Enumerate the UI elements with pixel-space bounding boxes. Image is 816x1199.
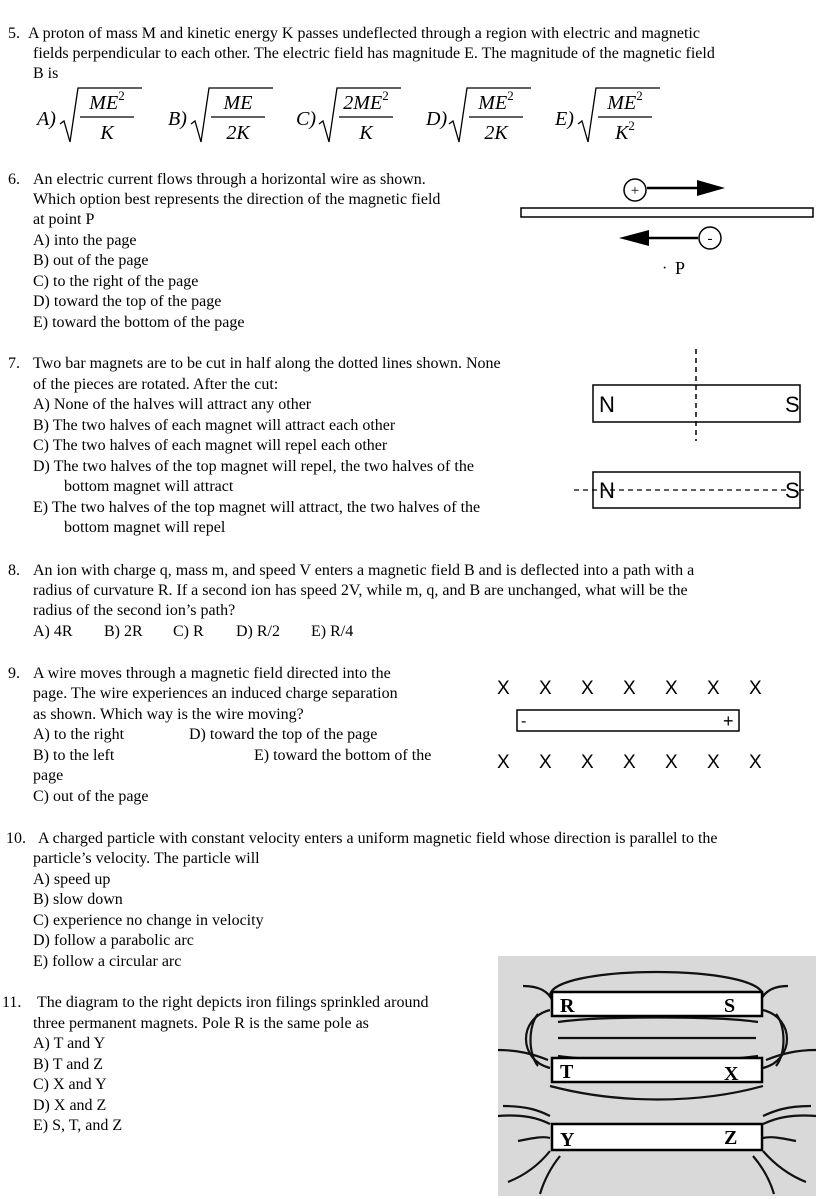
answer-option[interactable]: A) into the page: [33, 232, 137, 249]
answer-option[interactable]: D) X and Z: [33, 1097, 107, 1114]
wire-in-field-diagram: [490, 668, 770, 778]
denominator: K: [359, 122, 373, 144]
question-stem-line: An electric current flows through a horizontal wire as shown.: [33, 171, 426, 188]
question-stem-line: An ion with charge q, mass m, and speed V enters a magnetic field B and is deflected into a path with a: [33, 562, 695, 579]
answer-option[interactable]: A) to the right: [33, 726, 125, 743]
question-stem-line: A wire moves through a magnetic field directed into the: [33, 665, 391, 682]
pole-label-x: X: [724, 1063, 739, 1085]
option-letter: B): [168, 108, 187, 130]
question-stem-line: Which option best represents the direction of the magnetic field: [33, 191, 441, 208]
answer-option[interactable]: B) out of the page: [33, 252, 149, 269]
pole-label-y: Y: [560, 1129, 575, 1151]
answer-option[interactable]: C) The two halves of each magnet will repel each other: [33, 437, 388, 454]
horizontal-wire: [521, 208, 813, 217]
iron-filings-diagram: [498, 956, 816, 1196]
field-x-mark: X: [539, 752, 552, 773]
positive-end-label: +: [723, 711, 734, 731]
numerator: $ME^2$: [607, 88, 643, 114]
numerator: $ME^2$: [89, 88, 125, 114]
south-pole-label: S: [785, 392, 800, 417]
field-x-mark: X: [539, 678, 552, 699]
positive-charge-label: +: [630, 183, 640, 199]
question-stem-line: radius of curvature R. If a second ion has speed 2V, while m, q, and B are unchanged, what will be the: [33, 582, 688, 599]
negative-end-label: -: [521, 713, 527, 730]
question-number: 5.: [8, 25, 20, 42]
answer-option[interactable]: C) X and Y: [33, 1076, 107, 1093]
question-stem-line: fields perpendicular to each other. The electric field has magnitude E. The magnitude of the magnetic field: [33, 45, 715, 62]
pole-label-r: R: [560, 995, 575, 1017]
point-dot: ·: [662, 260, 668, 277]
field-x-mark: X: [581, 752, 594, 773]
north-pole-label: N: [599, 392, 615, 417]
question-stem-line: particle’s velocity. The particle will: [33, 850, 260, 867]
negative-charge-label: -: [707, 231, 713, 247]
option-letter: C): [296, 108, 316, 130]
answer-option[interactable]: E) R/4: [311, 623, 354, 640]
field-x-mark: X: [707, 678, 720, 699]
answer-option[interactable]: A) T and Y: [33, 1035, 106, 1052]
question-number: 6.: [8, 171, 20, 188]
south-pole-label: S: [785, 478, 800, 503]
answer-option[interactable]: D) follow a parabolic arc: [33, 932, 194, 949]
numerator: ME: [223, 92, 253, 114]
answer-option[interactable]: C) R: [173, 623, 204, 640]
question-stem-line: A proton of mass M and kinetic energy K passes undeflected through a region with electric and magnetic: [28, 25, 700, 42]
numerator: $ME^2$: [478, 88, 514, 114]
answer-option[interactable]: A) 4R: [33, 623, 73, 640]
formula-option[interactable]: [34, 84, 144, 150]
answer-option[interactable]: E) S, T, and Z: [33, 1117, 123, 1134]
question-stem-line: The diagram to the right depicts iron filings sprinkled around: [37, 994, 429, 1011]
answer-option[interactable]: D) toward the top of the page: [33, 293, 222, 310]
formula-option[interactable]: [165, 84, 275, 150]
question-stem-line: three permanent magnets. Pole R is the same pole as: [33, 1015, 369, 1032]
answer-option[interactable]: E) toward the bottom of the page: [33, 314, 245, 331]
answer-option[interactable]: B) T and Z: [33, 1056, 104, 1073]
answer-option[interactable]: B) slow down: [33, 891, 123, 908]
pole-label-s: S: [724, 995, 736, 1017]
answer-option[interactable]: E) follow a circular arc: [33, 953, 182, 970]
answer-option-continuation: page: [33, 767, 64, 784]
formula-option[interactable]: [293, 84, 403, 150]
field-x-mark: X: [581, 678, 594, 699]
question-stem-line: B is: [33, 65, 59, 82]
answer-option[interactable]: C) out of the page: [33, 788, 149, 805]
answer-option[interactable]: C) experience no change in velocity: [33, 912, 264, 929]
option-letter: D): [426, 108, 448, 130]
field-x-mark: X: [497, 678, 510, 699]
field-x-mark: X: [623, 678, 636, 699]
question-number: 9.: [8, 665, 20, 682]
denominator: $K^2$: [615, 118, 635, 144]
field-into-page-row: [497, 752, 762, 773]
point-p-label: P: [675, 258, 686, 278]
pole-label-t: T: [560, 1061, 574, 1083]
formula-option[interactable]: [423, 84, 533, 150]
denominator: K: [100, 122, 114, 144]
field-into-page-row: [497, 678, 762, 699]
question-number: 8.: [8, 562, 20, 579]
moving-wire: [517, 710, 739, 731]
answer-option[interactable]: D) toward the top of the page: [189, 726, 378, 743]
question-stem-line: Two bar magnets are to be cut in half along the dotted lines shown. None: [33, 355, 501, 372]
question-stem-line: at point P: [33, 211, 95, 228]
pole-label-z: Z: [724, 1127, 738, 1149]
field-x-mark: X: [707, 752, 720, 773]
answer-option[interactable]: A) speed up: [33, 871, 111, 888]
field-x-mark: X: [749, 678, 762, 699]
answer-option[interactable]: D) R/2: [236, 623, 280, 640]
wire-current-diagram: [515, 172, 816, 284]
denominator: 2K: [226, 122, 250, 144]
question-stem-line: as shown. Which way is the wire moving?: [33, 706, 304, 723]
bottom-magnet: [593, 472, 800, 508]
field-x-mark: X: [665, 752, 678, 773]
field-x-mark: X: [497, 752, 510, 773]
option-letter: A): [37, 108, 56, 130]
answer-option[interactable]: B) 2R: [104, 623, 143, 640]
bar-magnets-diagram: [570, 345, 810, 515]
question-number: 7.: [8, 355, 20, 372]
answer-option[interactable]: C) to the right of the page: [33, 273, 199, 290]
field-x-mark: X: [623, 752, 636, 773]
question-stem-line: page. The wire experiences an induced charge separation: [33, 685, 398, 702]
answer-option[interactable]: E) toward the bottom of the: [254, 747, 432, 764]
formula-option[interactable]: [552, 84, 662, 150]
option-letter: E): [555, 108, 574, 130]
field-x-mark: X: [665, 678, 678, 699]
answer-option[interactable]: D) The two halves of the top magnet will repel, the two halves of the: [33, 458, 474, 475]
denominator: 2K: [484, 122, 508, 144]
question-stem-line: A charged particle with constant velocity enters a uniform magnetic field whose direction is parallel to the: [38, 830, 718, 847]
question-number: 10.: [6, 830, 26, 847]
answer-option[interactable]: E) The two halves of the top magnet will attract, the two halves of the: [33, 499, 481, 516]
answer-option[interactable]: A) None of the halves will attract any other: [33, 396, 312, 413]
question-stem-line: radius of the second ion’s path?: [33, 602, 236, 619]
question-stem-line: of the pieces are rotated. After the cut:: [33, 376, 279, 393]
numerator: $2ME^2$: [343, 88, 389, 114]
answer-option-continuation: bottom magnet will repel: [64, 519, 226, 536]
north-pole-label: N: [599, 478, 615, 503]
answer-option-continuation: bottom magnet will attract: [64, 478, 234, 495]
field-x-mark: X: [749, 752, 762, 773]
answer-option[interactable]: B) to the left: [33, 747, 115, 764]
question-number: 11.: [2, 994, 22, 1011]
answer-option[interactable]: B) The two halves of each magnet will attract each other: [33, 417, 396, 434]
